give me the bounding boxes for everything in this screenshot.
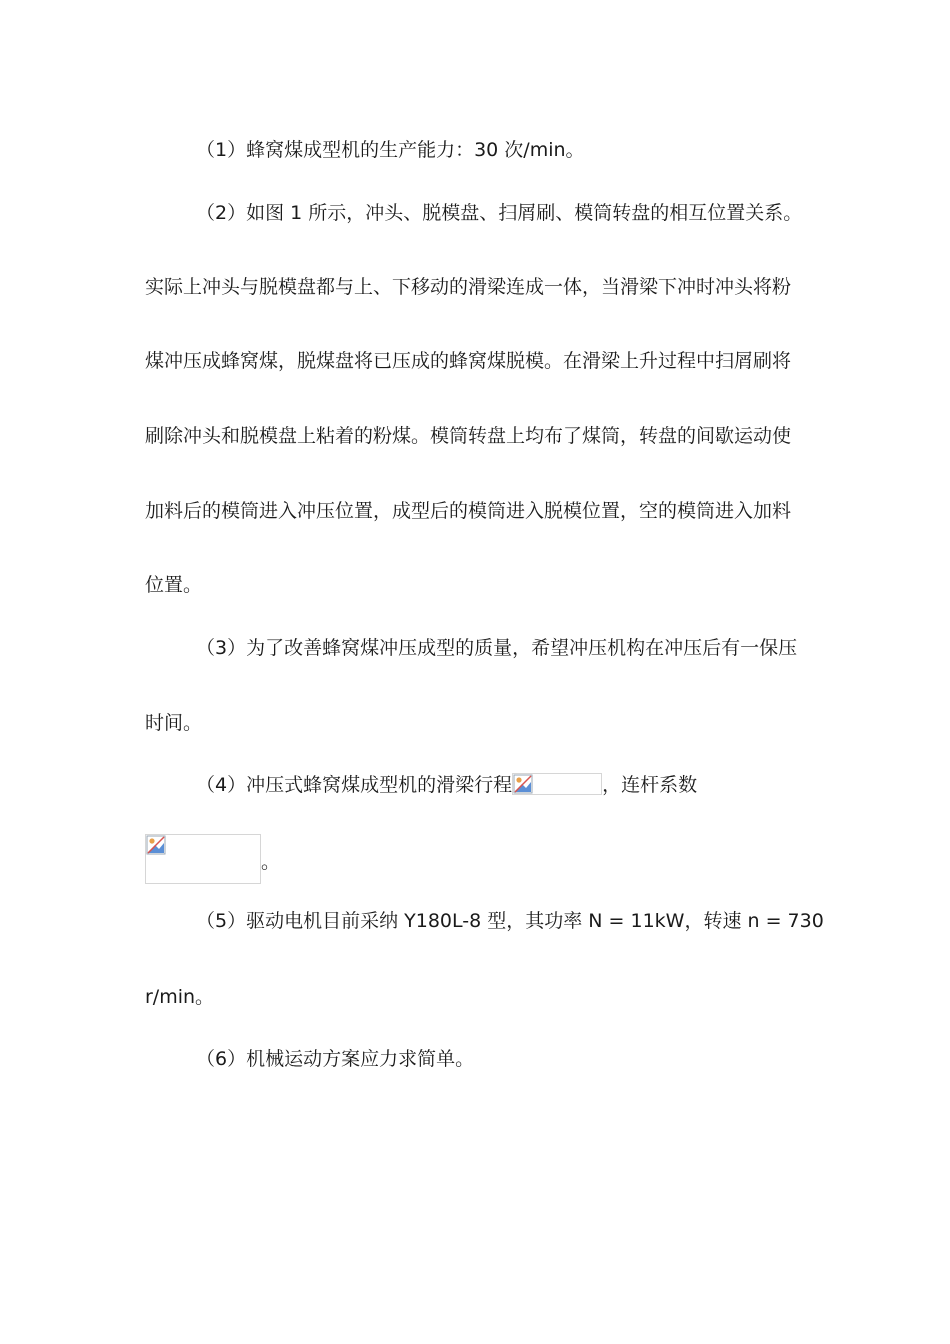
paragraph-2-line-1: （2）如图 1 所示，冲头、脱模盘、扫屑刷、模筒转盘的相互位置关系。 — [196, 202, 803, 224]
paragraph-4-line-2 — [145, 834, 280, 884]
paragraph-2-line-3: 煤冲压成蜂窝煤，脱煤盘将已压成的蜂窝煤脱模。在滑梁上升过程中扫屑刷将 — [145, 350, 792, 372]
paragraph-2-line-2: 实际上冲头与脱模盘都与上、下移动的滑梁连成一体，当滑梁下冲时冲头将粉 — [145, 276, 792, 298]
paragraph-2-line-6: 位置。 — [145, 574, 203, 596]
paragraph-5-line-1: （5）驱动电机目前采纳 Y180L-8 型，其功率 N = 11kW，转速 n = 730 — [196, 910, 824, 932]
paragraph-4-line-1 — [196, 773, 697, 797]
broken-image-icon — [513, 774, 533, 794]
paragraph-5-line-2: r/min。 — [145, 986, 215, 1008]
paragraph-2-line-5: 加料后的模筒进入冲压位置，成型后的模筒进入脱模位置，空的模筒进入加料 — [145, 500, 792, 522]
paragraph-2-line-4: 刷除冲头和脱模盘上粘着的粉煤。模筒转盘上均布了煤筒，转盘的间歇运动使 — [145, 425, 792, 447]
paragraph-3-line-1: （3）为了改善蜂窝煤冲压成型的质量，希望冲压机构在冲压后有一保压 — [196, 637, 798, 659]
paragraph-4-text-after-stroke: ，连杆系数 — [602, 774, 698, 796]
broken-image-icon — [146, 835, 166, 855]
paragraph-3-line-2: 时间。 — [145, 712, 203, 734]
paragraph-4-text-before-stroke: （4）冲压式蜂窝煤成型机的滑梁行程 — [196, 774, 513, 796]
slider-stroke-formula-image — [512, 773, 602, 795]
paragraph-1: （1）蜂窝煤成型机的生产能力：30 次/min。 — [196, 139, 585, 161]
rod-coefficient-formula-image — [145, 834, 261, 884]
paragraph-6: （6）机械运动方案应力求简单。 — [196, 1048, 475, 1070]
paragraph-4-line-2-period: 。 — [261, 851, 281, 873]
